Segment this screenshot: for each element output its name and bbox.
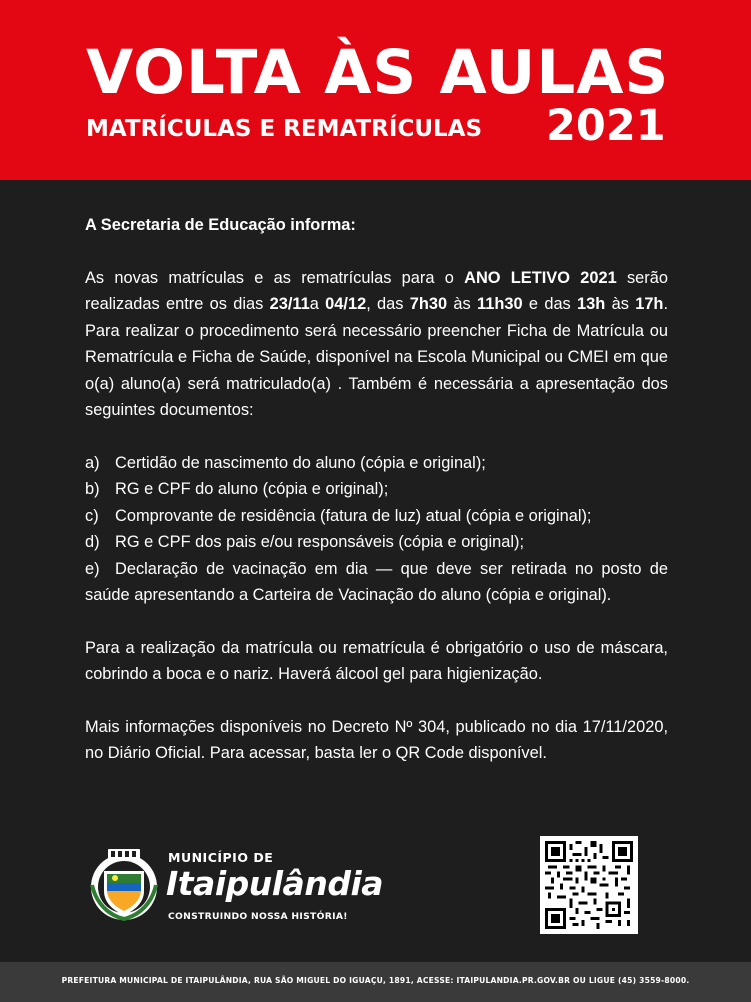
list-marker: c) bbox=[85, 506, 99, 525]
bold-segment: 13h bbox=[577, 295, 606, 313]
list-marker: a) bbox=[85, 453, 100, 472]
list-item-text: RG e CPF dos pais e/ou responsáveis (cópia e original); bbox=[115, 533, 525, 551]
text-segment: , das bbox=[366, 295, 410, 313]
text-segment: As novas matrículas e as rematrículas para o bbox=[85, 268, 465, 287]
bold-segment: ANO LETIVO 2021 bbox=[464, 268, 617, 287]
footer-contact-text: PREFEITURA MUNICIPAL DE ITAIPULÂNDIA, RUA SÃO MIGUEL DO IGUAÇU, 1891, ACESSE: ITAIPULANDIA.PR.GOV.BR OU LIGUE (45) 3559-8000. bbox=[61, 976, 690, 985]
municipal-crest-icon bbox=[88, 845, 160, 923]
list-marker: e) bbox=[85, 559, 100, 578]
paragraph-mask: Para a realização da matrícula ou rematrícula é obrigatório o uso de máscara, cobrindo a boca e o nariz. Haverá álcool gel para higienização. bbox=[85, 638, 668, 683]
list-item-text: Declaração de vacinação em dia — que deve ser retirada no posto de saúde apresentando a Carteira de Vacinação do aluno (cópia e original). bbox=[85, 559, 668, 604]
list-item bbox=[85, 556, 668, 609]
municipality-logo bbox=[88, 840, 384, 930]
qr-code-icon bbox=[545, 841, 633, 929]
municipality-tagline: CONSTRUINDO NOSSA HISTÓRIA! bbox=[168, 911, 348, 922]
list-item-text: Certidão de nascimento do aluno (cópia e original); bbox=[115, 453, 486, 472]
text-segment: serão realizadas entre os dias bbox=[85, 268, 668, 313]
year-label: 2021 bbox=[546, 101, 666, 151]
footer-bar bbox=[0, 962, 751, 1002]
list-item-text: RG e CPF do aluno (cópia e original); bbox=[115, 480, 389, 498]
bold-segment: 23/11 bbox=[269, 295, 310, 313]
list-marker: d) bbox=[85, 533, 100, 551]
paragraph-info: Mais informações disponíveis no Decreto Nº 304, publicado no dia 17/11/2020, no Diário Oficial. Para acessar, basta ler o QR Code disponível. bbox=[85, 717, 668, 762]
qr-code[interactable] bbox=[540, 836, 638, 934]
list-item bbox=[85, 529, 668, 556]
intro-heading: A Secretaria de Educação informa: bbox=[85, 216, 356, 234]
bold-segment: 17h bbox=[635, 295, 664, 313]
municipality-label: MUNICÍPIO DE bbox=[168, 850, 274, 865]
list-item-text: Comprovante de residência (fatura de luz) atual (cópia e original); bbox=[115, 506, 592, 525]
text-segment: às bbox=[605, 295, 636, 313]
text-segment: às bbox=[447, 295, 478, 313]
announcement-body bbox=[85, 212, 668, 793]
documents-list bbox=[85, 450, 668, 609]
list-item bbox=[85, 476, 668, 503]
list-item bbox=[85, 450, 668, 477]
list-marker: b) bbox=[85, 480, 100, 498]
text-segment: e das bbox=[522, 295, 578, 313]
bold-segment: 11h30 bbox=[477, 295, 523, 313]
bold-segment: 7h30 bbox=[409, 295, 448, 313]
text-segment: . Para realizar o procedimento será necessário preencher Ficha de Matrícula ou Rematrícula e Ficha de Saúde, disponível na Escola Municipal ou CMEI em que o(a) aluno(a) será matriculado(a) . Também é necessária a apresentação dos seguintes documentos: bbox=[85, 295, 669, 419]
text-segment: a bbox=[309, 295, 326, 313]
header-banner bbox=[0, 0, 751, 180]
list-item bbox=[85, 503, 668, 530]
municipality-name: Itaipulândia bbox=[166, 864, 384, 903]
page-title: VOLTA ÀS AULAS bbox=[86, 37, 670, 108]
page-subtitle: MATRÍCULAS E REMATRÍCULAS bbox=[86, 116, 483, 142]
bold-segment: 04/12 bbox=[325, 295, 367, 313]
paragraph-enrollment bbox=[85, 265, 668, 424]
